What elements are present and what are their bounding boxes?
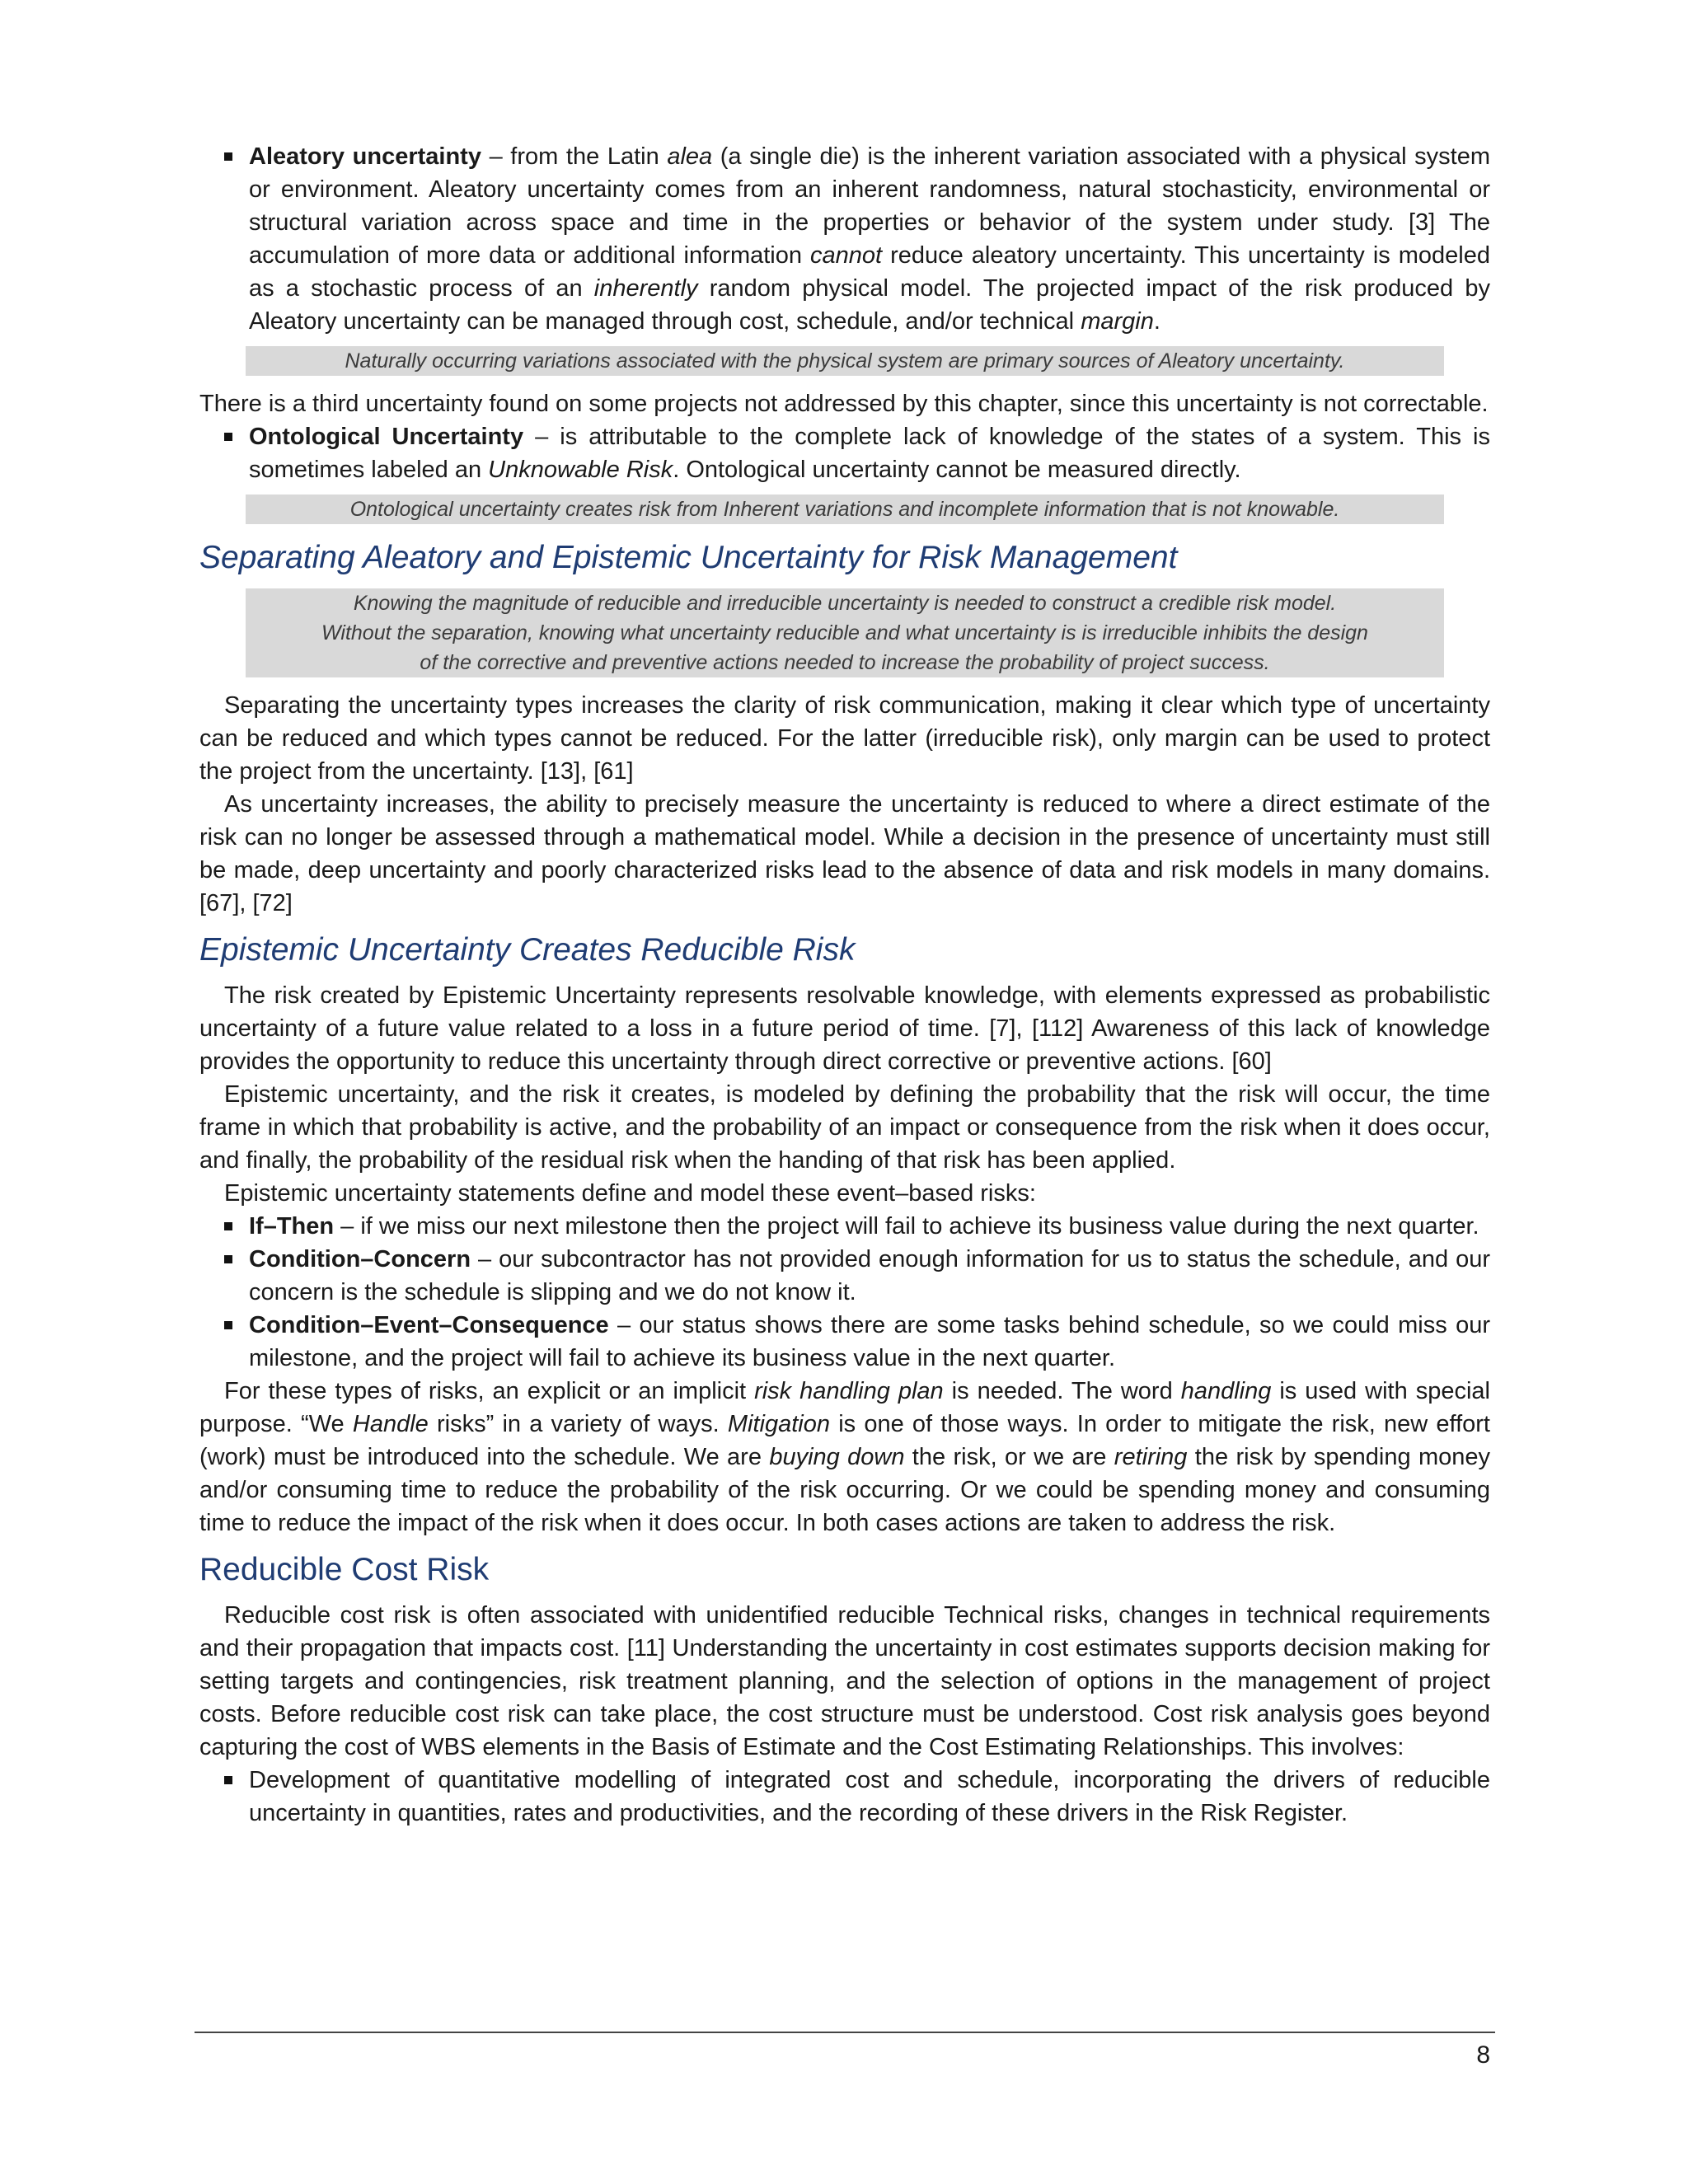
text-run: – our subcontractor has not provided enough information for us to status the schedule, and our concern is the schedule is slipping and we do not know it.: [249, 1246, 1490, 1305]
text-run: .: [1153, 308, 1160, 335]
term-condition-concern: Condition–Concern: [249, 1246, 471, 1272]
bullet-list-cost: [199, 1764, 1490, 1830]
square-bullet-icon: [224, 1255, 232, 1263]
term-aleatory: Aleatory uncertainty: [249, 143, 481, 170]
emphasis-run: alea: [667, 143, 713, 170]
emphasis-run: retiring: [1114, 1444, 1188, 1470]
callout-line: Without the separation, knowing what uncertainty reducible and what uncertainty is is irreducible inhibits the design: [321, 621, 1368, 644]
paragraph-reducible-cost: Reducible cost risk is often associated with unidentified reducible Technical risks, changes in technical requirements and their propagation that impacts cost. [11] Understanding the uncertainty in cost estimates supports decision making for setting targets and contingencies, risk treatment planning, and the selection of options in the management of project costs. Before reducible cost risk can take place, the cost structure must be understood. Cost risk analysis goes beyond capturing the cost of WBS elements in the Basis of Estimate and the Cost Estimating Relationships. This involves:: [199, 1602, 1490, 1760]
emphasis-run: Unknowable Risk: [488, 457, 673, 483]
emphasis-run: risk handling plan: [754, 1378, 944, 1404]
paragraph-separating-2: As uncertainty increases, the ability to precisely measure the uncertainty is reduced to where a direct estimate of the risk can no longer be assessed through a mathematical model. While a decision in the presence of uncertainty must still be made, deep uncertainty and poorly characterized risks lead to the absence of data and risk models in many domains. [67], [72]: [199, 791, 1490, 916]
square-bullet-icon: [224, 152, 232, 161]
text-run: the risk, or we are: [904, 1444, 1114, 1470]
bullet-list-ontological: [199, 420, 1490, 486]
term-condition-event-consequence: Condition–Event–Consequence: [249, 1312, 609, 1338]
text-run: is used with special purpose. “We: [199, 1378, 1490, 1437]
text-run: Development of quantitative modelling of integrated cost and schedule, incorporating the drivers of reducible uncertainty in quantities, rates and productivities, and the recording of these drivers in the Risk Register.: [249, 1767, 1490, 1826]
emphasis-run: Mitigation: [727, 1411, 830, 1437]
text-run: risks” in a variety of ways.: [428, 1411, 728, 1437]
page-content: [199, 140, 1490, 1830]
paragraph-third-uncertainty: There is a third uncertainty found on some projects not addressed by this chapter, since this uncertainty is not correctable.: [199, 391, 1489, 417]
text-run: (a single die) is the inherent variation associated with a physical system or environment. Aleatory uncertainty comes from an inherent randomness, natural stochasticity, environmental or structural variation across space and time in the properties or behavior of the system under study. [3] The accumulation of more data or additional information: [249, 143, 1490, 269]
section-heading-separating: Separating Aleatory and Epistemic Uncertainty for Risk Management: [199, 540, 1178, 575]
text-run: – is attributable to the complete lack of knowledge of the states of a system. This is sometimes labeled an: [249, 424, 1490, 483]
emphasis-run: margin: [1081, 308, 1154, 335]
square-bullet-icon: [224, 433, 232, 441]
emphasis-run: handling: [1180, 1378, 1272, 1404]
text-run: is needed. The word: [943, 1378, 1181, 1404]
bullet-list-aleatory: [199, 140, 1490, 338]
term-ontological: Ontological Uncertainty: [249, 424, 524, 450]
bullet-item-condition-event-consequence: [199, 1309, 1490, 1375]
emphasis-run: inherently: [593, 275, 698, 302]
text-run: is one of those ways. In order to mitigate the risk, new effort (work) must be introduced into the schedule. We are: [199, 1411, 1490, 1470]
section-heading-epistemic: Epistemic Uncertainty Creates Reducible Risk: [199, 932, 856, 968]
bullet-item-aleatory: [199, 140, 1490, 338]
page-number: 8: [1476, 2041, 1490, 2069]
bullet-list-epistemic: [199, 1210, 1490, 1375]
paragraph-epistemic-1: The risk created by Epistemic Uncertainty represents resolvable knowledge, with elements expressed as probabilistic uncertainty of a future value related to a loss in a future period of time. [7], [112] Awareness of this lack of knowledge provides the opportunity to reduce this uncertainty through direct corrective or preventive actions. [60]: [199, 982, 1490, 1075]
text-run: For these types of risks, an explicit or an implicit: [224, 1378, 755, 1404]
paragraph-handling: [199, 1375, 1490, 1540]
square-bullet-icon: [224, 1222, 232, 1230]
text-run: random physical model. The projected impact of the risk produced by Aleatory uncertainty can be managed through cost, schedule, and/or technical: [249, 275, 1490, 335]
callout-ontological: Ontological uncertainty creates risk from Inherent variations and incomplete information that is not knowable.: [246, 494, 1444, 524]
paragraph-epistemic-2: Epistemic uncertainty, and the risk it creates, is modeled by defining the probability that the risk will occur, the time frame in which that probability is active, and the probability of an impact or consequence from the risk when it does occur, and finally, the probability of the residual risk when the handing of that risk has been applied.: [199, 1081, 1490, 1174]
bullet-item-ontological: [199, 420, 1490, 486]
emphasis-run: Handle: [352, 1411, 429, 1437]
paragraph-epistemic-3: Epistemic uncertainty statements define and model these event–based risks:: [224, 1180, 1036, 1207]
text-run: – from the Latin: [481, 143, 668, 170]
text-run: . Ontological uncertainty cannot be measured directly.: [673, 457, 1241, 483]
emphasis-run: cannot: [810, 242, 883, 269]
callout-line: Knowing the magnitude of reducible and irreducible uncertainty is needed to construct a credible risk model.: [353, 592, 1337, 615]
term-if-then: If–Then: [249, 1213, 335, 1240]
footer-divider: [195, 2032, 1495, 2033]
square-bullet-icon: [224, 1321, 232, 1329]
emphasis-run: buying down: [769, 1444, 905, 1470]
text-run: the risk by spending money and/or consuming time to reduce the probability of the risk occurring. Or we could be spending money and consuming time to reduce the impact of the risk when it does occur. In both cases actions are taken to address the risk.: [199, 1444, 1490, 1536]
text-run: – if we miss our next milestone then the project will fail to achieve its business value during the next quarter.: [334, 1213, 1479, 1240]
square-bullet-icon: [224, 1776, 232, 1784]
paragraph-separating-1: Separating the uncertainty types increases the clarity of risk communication, making it clear which type of uncertainty can be reduced and which types cannot be reduced. For the latter (irreducible risk), only margin can be used to protect the project from the uncertainty. [13], [61]: [199, 692, 1490, 785]
bullet-item-condition-concern: [199, 1243, 1490, 1309]
text-run: reduce aleatory uncertainty. This uncertainty is modeled as a stochastic process of an: [249, 242, 1491, 302]
text-run: – our status shows there are some tasks behind schedule, so we could miss our milestone, and the project will fail to achieve its business value in the next quarter.: [249, 1312, 1490, 1371]
callout-separation: [246, 588, 1444, 677]
section-heading-reducible-cost: Reducible Cost Risk: [199, 1552, 490, 1587]
bullet-item-if-then: [199, 1210, 1490, 1243]
callout-aleatory: Naturally occurring variations associated with the physical system are primary sources of Aleatory uncertainty.: [246, 346, 1444, 376]
callout-line: of the corrective and preventive actions needed to increase the probability of project success.: [420, 651, 1270, 674]
bullet-item-cost-modelling: [199, 1764, 1490, 1830]
